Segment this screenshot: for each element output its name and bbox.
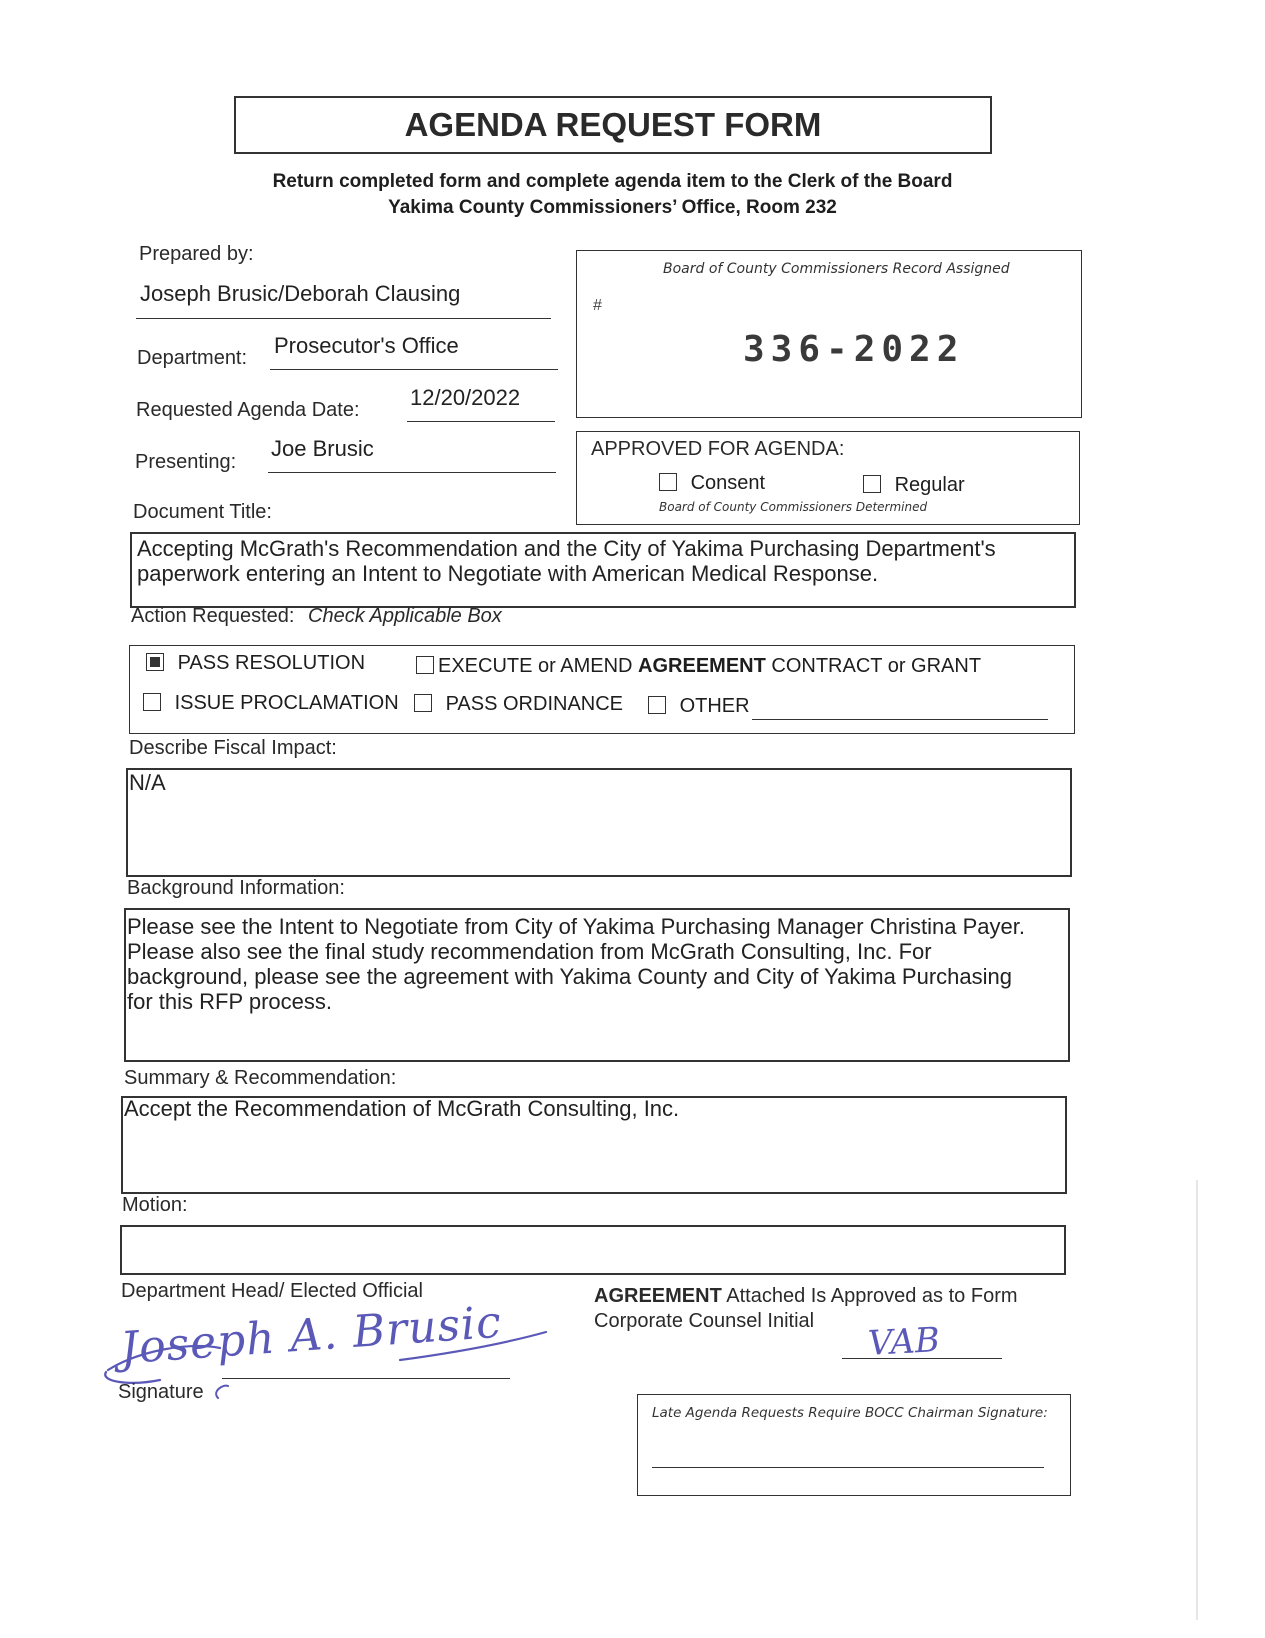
pass-resolution-checkbox[interactable]: [146, 653, 164, 671]
background-label: Background Information:: [127, 877, 345, 899]
record-number: 336-2022: [743, 329, 965, 370]
document-title-line-2: paperwork entering an Intent to Negotiate with American Medical Response.: [137, 561, 879, 586]
summary-value: Accept the Recommendation of McGrath Consulting, Inc.: [124, 1096, 680, 1121]
fiscal-box[interactable]: [126, 768, 1072, 877]
subtitle-line-1: Return completed form and complete agenda item to the Clerk of the Board: [272, 171, 953, 192]
presenting-value: Joe Brusic: [271, 436, 374, 461]
agreement-approval: [594, 1285, 1018, 1308]
agenda-date-underline: [407, 421, 555, 422]
document-title-label: Document Title:: [133, 501, 272, 523]
record-box: [576, 250, 1082, 418]
presenting-label: Presenting:: [135, 451, 237, 473]
fiscal-value: N/A: [129, 770, 166, 795]
pass-ordinance-checkbox[interactable]: [414, 694, 432, 712]
other-option[interactable]: [648, 695, 750, 718]
regular-option[interactable]: [863, 474, 965, 497]
scan-edge: [1196, 1180, 1198, 1620]
background-box[interactable]: [124, 908, 1070, 1062]
subtitle-line-2: Yakima County Commissioners’ Office, Room 232: [388, 197, 837, 218]
pass-ordinance-label: PASS ORDINANCE: [445, 693, 624, 715]
counsel-initials: VAB: [867, 1320, 941, 1364]
regular-checkbox[interactable]: [863, 475, 881, 493]
regular-label: Regular: [894, 474, 965, 496]
other-underline[interactable]: [752, 719, 1048, 720]
department-label: Department:: [137, 347, 248, 369]
counsel-label: Corporate Counsel Initial: [594, 1310, 815, 1332]
prepared-by-underline: [136, 318, 551, 319]
form-title: AGENDA REQUEST FORM: [404, 106, 822, 143]
background-line-4: for this RFP process.: [127, 989, 332, 1014]
issue-proclamation-label: ISSUE PROCLAMATION: [174, 692, 399, 714]
pass-resolution-label: PASS RESOLUTION: [177, 652, 366, 674]
department-underline: [270, 369, 558, 370]
action-box: [129, 645, 1075, 734]
counsel-initial-underline: [842, 1358, 1002, 1359]
execute-prefix: EXECUTE or AMEND: [438, 655, 639, 677]
document-title-line-1: Accepting McGrath's Recommendation and the City of Yakima Purchasing Department's: [137, 536, 996, 561]
late-agenda-caption: Late Agenda Requests Require BOCC Chairman Signature:: [652, 1405, 1048, 1421]
prepared-by-label: Prepared by:: [139, 243, 254, 265]
signature-underline: [222, 1378, 510, 1379]
motion-box[interactable]: [120, 1225, 1066, 1275]
signature-text: Joseph A. Brusic: [118, 1296, 504, 1375]
execute-agreement-checkbox[interactable]: [416, 656, 434, 674]
summary-label: Summary & Recommendation:: [124, 1067, 397, 1089]
execute-suffix: CONTRACT or GRANT: [765, 655, 982, 677]
agenda-date-value: 12/20/2022: [410, 385, 521, 410]
issue-proclamation-option[interactable]: [143, 692, 399, 715]
prepared-by-value: Joseph Brusic/Deborah Clausing: [140, 281, 461, 306]
document-title-box[interactable]: [130, 532, 1076, 608]
record-hash: #: [593, 297, 602, 314]
approval-box: [576, 431, 1080, 525]
record-caption: Board of County Commissioners Record Assigned: [663, 261, 1010, 277]
approval-caption: Board of County Commissioners Determined: [659, 500, 928, 514]
motion-label: Motion:: [122, 1194, 188, 1216]
agenda-date-label: Requested Agenda Date:: [136, 399, 360, 421]
pass-resolution-option[interactable]: [146, 652, 365, 675]
other-label: OTHER: [679, 695, 750, 717]
presenting-underline: [268, 472, 556, 473]
execute-bold: AGREEMENT: [638, 655, 766, 677]
approval-title: APPROVED FOR AGENDA:: [591, 438, 845, 460]
issue-proclamation-checkbox[interactable]: [143, 693, 161, 711]
chairman-signature-line[interactable]: [652, 1467, 1044, 1468]
action-hint: Check Applicable Box: [308, 605, 502, 627]
agreement-rest: Attached Is Approved as to Form: [721, 1285, 1018, 1307]
background-line-3: background, please see the agreement with Yakima County and City of Yakima Purchasing: [127, 964, 1012, 989]
execute-agreement-option[interactable]: [416, 655, 981, 678]
fiscal-label: Describe Fiscal Impact:: [129, 737, 337, 759]
title-box: [234, 96, 992, 154]
department-value: Prosecutor's Office: [274, 333, 459, 358]
consent-checkbox[interactable]: [659, 473, 677, 491]
action-label-text: Action Requested:: [131, 605, 295, 627]
other-checkbox[interactable]: [648, 696, 666, 714]
background-line-1: Please see the Intent to Negotiate from City of Yakima Purchasing Manager Christina Payer.: [127, 914, 1025, 939]
background-line-2: Please also see the final study recommendation from McGrath Consulting, Inc. For: [127, 939, 932, 964]
summary-box[interactable]: [121, 1096, 1067, 1194]
pass-ordinance-option[interactable]: [414, 693, 623, 716]
late-agenda-box: [637, 1394, 1071, 1496]
action-label: [131, 605, 502, 628]
agreement-bold: AGREEMENT: [594, 1285, 722, 1307]
department-head-label: Department Head/ Elected Official: [121, 1280, 424, 1302]
consent-label: Consent: [690, 472, 766, 494]
signature-label: Signature: [118, 1381, 204, 1403]
consent-option[interactable]: [659, 472, 765, 495]
